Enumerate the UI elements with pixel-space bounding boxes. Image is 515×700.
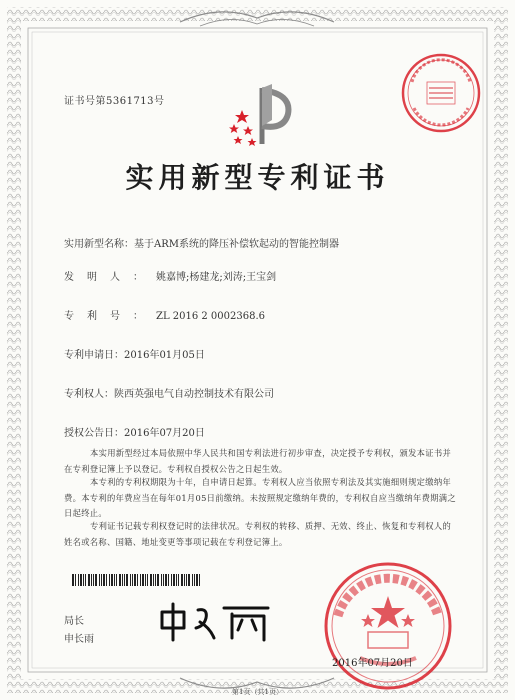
barcode-icon [72, 574, 204, 586]
patentee: 陕西英强电气自动控制技术有限公司 [114, 389, 274, 400]
certificate-number: 证书号第5361713号 [64, 96, 165, 107]
patentee-label: 专利权人： [64, 389, 114, 400]
signatory-name: 申长雨 [64, 634, 94, 645]
grant-date-row [64, 424, 205, 439]
national-ip-office-seal-icon [322, 560, 454, 692]
certificate-title: 实用新型专利证书 [125, 161, 390, 194]
utility-model-name: 基于ARM系统的降压补偿软起动的智能控制器 [134, 239, 339, 250]
grant-date: 2016年07月20日 [124, 428, 205, 439]
utility-model-name-label: 实用新型名称： [64, 239, 134, 250]
body-paragraph-3: 专利证书记载专利权登记时的法律状况。专利权的转移、质押、无效、终止、恢复和专利权人的姓名或名称、国籍、地址变更等事项记载在专利登记簿上。 [64, 521, 452, 547]
application-date-row [64, 346, 205, 361]
patent-number: ZL 2016 2 0002368.6 [156, 311, 266, 322]
grant-date-label: 授权公告日： [64, 428, 124, 439]
inventor-row [64, 268, 276, 283]
handwritten-signature-icon [156, 598, 276, 644]
patent-office-emblem-icon [228, 80, 298, 150]
signatory-title: 局长 [64, 616, 84, 627]
body-paragraph-2: 本专利的专利权期限为十年，自申请日起算。专利权人应当依照专利法及其实施细则规定缴纳年费。本专利的年费应当在每年01月05日前缴纳。未按照规定缴纳年费的，专利权自应当缴纳年费期满之日起终止。 [64, 477, 456, 518]
patentee-row [64, 385, 274, 400]
patent-number-row [64, 307, 265, 322]
application-date: 2016年01月05日 [124, 350, 205, 361]
application-date-label: 专利申请日： [64, 350, 124, 361]
utility-model-name-row [64, 235, 339, 250]
seal-date: 2016年07月20日 [332, 658, 413, 669]
inventors: 姚嘉博;杨建龙;刘涛;王宝剑 [156, 272, 277, 283]
corner-seal-icon [400, 52, 482, 134]
page-footer: 第1页（共1页） [232, 688, 283, 696]
inventor-label: 发明人： [64, 272, 156, 283]
body-paragraph-1: 本实用新型经过本局依照中华人民共和国专利法进行初步审查，决定授予专利权，颁发本证书并在专利登记簿上予以登记。专利权自授权公告之日起生效。 [64, 448, 452, 474]
patent-number-label: 专利号： [64, 311, 156, 322]
